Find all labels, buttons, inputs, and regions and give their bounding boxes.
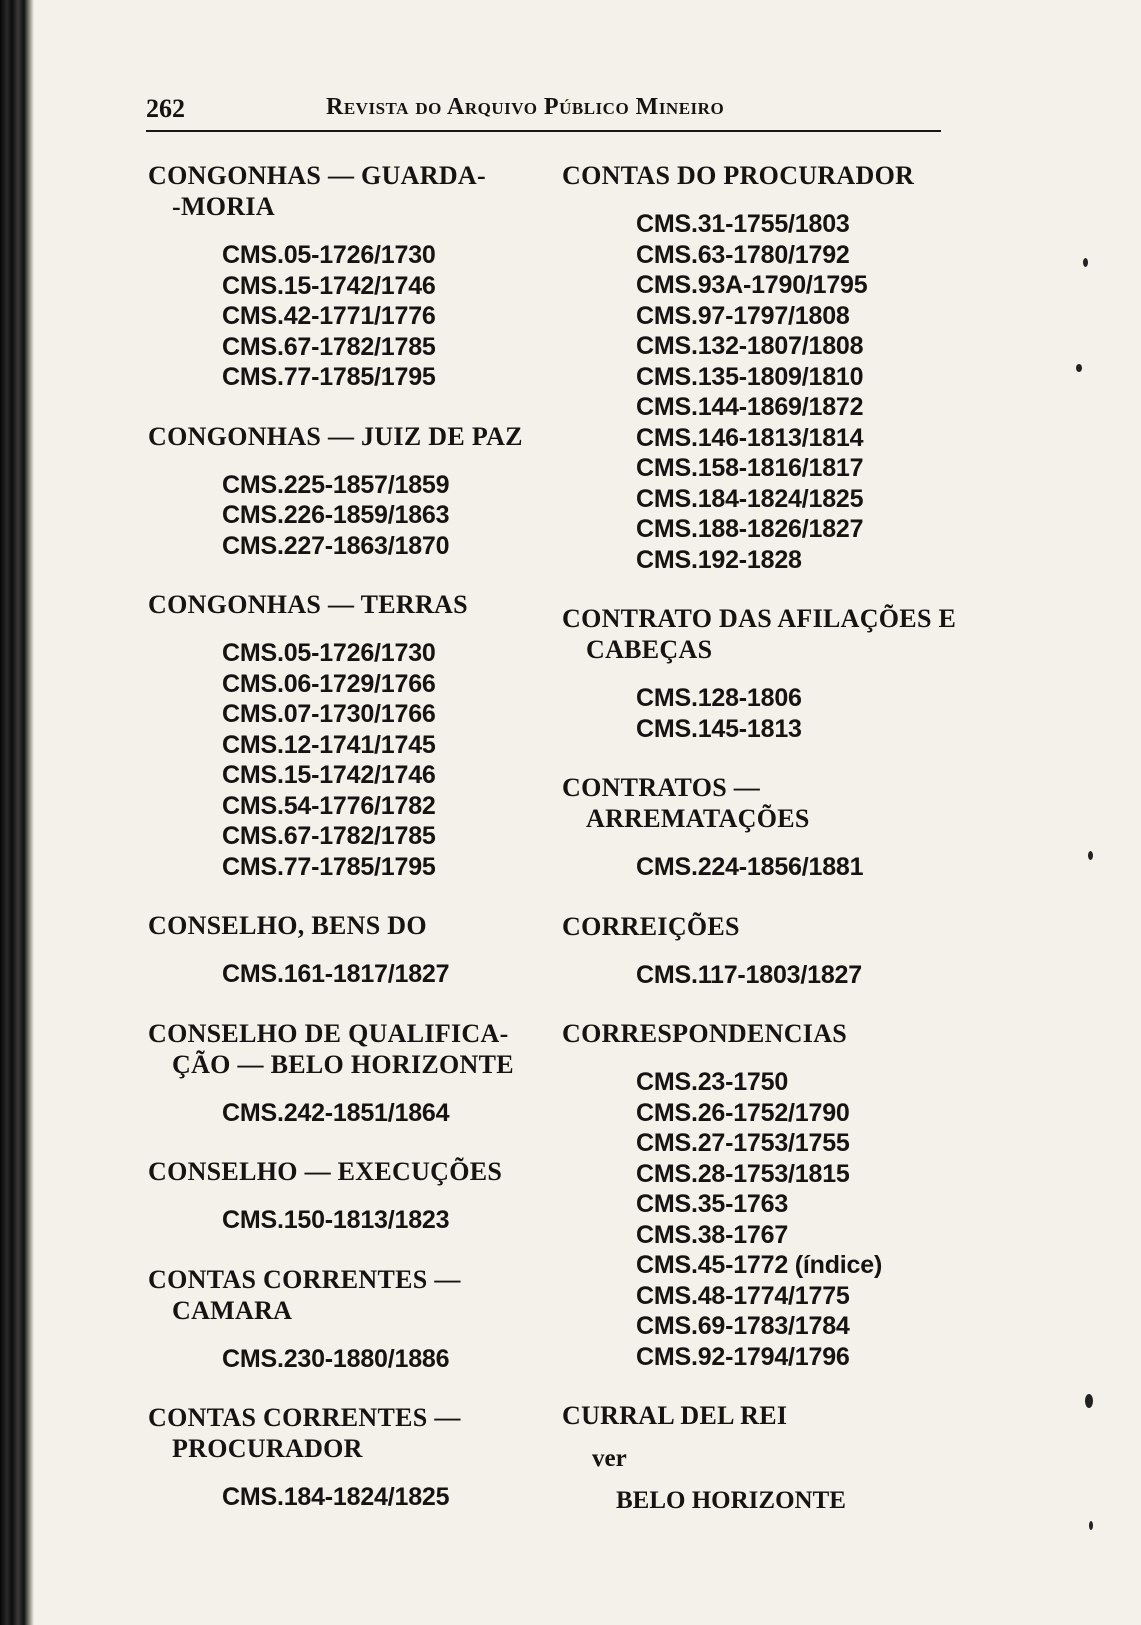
index-entry — [148, 421, 548, 562]
reference-code: CMS.184-1824/1825 — [222, 1483, 450, 1511]
reference-code: CMS.38-1767 — [636, 1220, 789, 1249]
heading-line: CABEÇAS — [586, 635, 713, 664]
reference-code: CMS.117-1803/1827 — [636, 960, 862, 989]
reference-code: CMS.63-1780/1792 — [636, 240, 850, 269]
reference-code: CMS.35-1763 — [636, 1190, 789, 1218]
entry-heading — [148, 1018, 548, 1080]
entry-gap — [562, 744, 957, 772]
right-column — [562, 160, 957, 1515]
heading-line: CONGONHAS — TERRAS — [148, 590, 468, 619]
reference-code: CMS.26-1752/1790 — [636, 1098, 850, 1127]
reference-code: CMS.227-1863/1870 — [222, 531, 450, 560]
reference-code: CMS.67-1782/1785 — [222, 332, 436, 361]
heading-line: CORREIÇÕES — [562, 911, 740, 941]
entry-gap — [562, 1372, 957, 1400]
reference-code: CMS.31-1755/1803 — [636, 210, 850, 238]
entry-gap — [148, 1374, 548, 1402]
reference-code: CMS.128-1806 — [636, 684, 802, 712]
reference-code: CMS.93A-1790/1795 — [636, 271, 868, 299]
heading-line: CONGONHAS — JUIZ DE PAZ — [148, 421, 523, 451]
heading-line: CONSELHO, BENS DO — [148, 911, 427, 940]
entry-gap — [148, 1236, 548, 1264]
heading-line: CONTAS DO PROCURADOR — [562, 161, 915, 190]
heading-line: PROCURADOR — [172, 1434, 363, 1463]
entry-gap — [148, 882, 548, 910]
reference-list — [148, 959, 548, 990]
reference-code: CMS.184-1824/1825 — [636, 484, 864, 513]
reference-code: CMS.132-1807/1808 — [636, 332, 864, 360]
reference-list — [562, 683, 957, 744]
page-header — [146, 92, 941, 132]
reference-code: CMS.23-1750 — [636, 1068, 789, 1096]
reference-code: CMS.07-1730/1766 — [222, 700, 436, 728]
reference-code: CMS.77-1785/1795 — [222, 363, 436, 391]
entry-heading — [148, 160, 548, 222]
reference-code: CMS.97-1797/1808 — [636, 301, 850, 330]
reference-code: CMS.27-1753/1755 — [636, 1129, 850, 1157]
entry-heading — [562, 1018, 957, 1049]
index-entry — [148, 1018, 548, 1129]
reference-code: CMS.146-1813/1814 — [636, 423, 864, 452]
see-target: BELO HORIZONTE — [616, 1487, 846, 1514]
left-column — [148, 160, 548, 1513]
entry-heading — [148, 421, 548, 452]
entry-heading — [148, 1156, 548, 1187]
reference-code: CMS.77-1785/1795 — [222, 852, 436, 881]
heading-line: ARREMATAÇÕES — [586, 804, 810, 833]
heading-line: CONSELHO — EXECUÇÕES — [148, 1157, 503, 1186]
index-entry — [562, 1018, 957, 1372]
reference-code: CMS.145-1813 — [636, 714, 802, 743]
index-entry — [562, 160, 957, 575]
reference-list — [148, 1482, 548, 1513]
reference-code: CMS.161-1817/1827 — [222, 960, 450, 988]
reference-code: CMS.226-1859/1863 — [222, 501, 450, 529]
reference-list — [562, 852, 957, 883]
entry-gap — [562, 883, 957, 911]
entry-gap — [148, 1128, 548, 1156]
index-entry — [148, 589, 548, 882]
book-spine-shadow — [0, 0, 34, 1625]
reference-code: CMS.67-1782/1785 — [222, 822, 436, 850]
reference-code: CMS.192-1828 — [636, 545, 802, 574]
reference-code: CMS.225-1857/1859 — [222, 470, 450, 499]
entry-heading — [562, 160, 957, 191]
reference-code: CMS.135-1809/1810 — [636, 362, 864, 391]
reference-code: CMS.45-1772 (índice) — [636, 1251, 883, 1279]
reference-list — [562, 1067, 957, 1372]
reference-code: CMS.242-1851/1864 — [222, 1098, 450, 1127]
reference-list — [562, 960, 957, 991]
heading-line: CONGONHAS — GUARDA- — [148, 161, 486, 190]
heading-line: CAMARA — [172, 1295, 293, 1325]
reference-code: CMS.230-1880/1886 — [222, 1344, 450, 1373]
reference-code: CMS.144-1869/1872 — [636, 393, 864, 421]
index-entry — [562, 603, 957, 744]
entry-heading — [148, 1264, 548, 1326]
index-entry — [148, 1402, 548, 1513]
entry-gap — [148, 561, 548, 589]
reference-code: CMS.224-1856/1881 — [636, 853, 864, 881]
heading-line: CONTAS CORRENTES — — [148, 1403, 461, 1432]
reference-list — [148, 240, 548, 393]
entry-heading — [148, 910, 548, 941]
page-number: 262 — [146, 94, 185, 123]
reference-code: CMS.158-1816/1817 — [636, 454, 864, 482]
heading-line: CONTAS CORRENTES — — [148, 1264, 461, 1294]
heading-line: CURRAL DEL REI — [562, 1401, 788, 1430]
index-entry — [148, 1264, 548, 1375]
see-label: ver — [592, 1445, 627, 1472]
heading-line: ÇÃO — BELO HORIZONTE — [172, 1049, 514, 1079]
scan-speck — [1076, 364, 1082, 372]
index-entry — [148, 1156, 548, 1236]
entry-heading — [562, 1400, 957, 1431]
reference-code: CMS.12-1741/1745 — [222, 730, 436, 759]
heading-line: CONSELHO DE QUALIFICA- — [148, 1018, 509, 1048]
heading-line: CONTRATO DAS AFILAÇÕES E — [562, 604, 957, 633]
scan-speck — [1083, 258, 1088, 267]
scan-speck — [1088, 851, 1093, 860]
entry-heading — [562, 603, 957, 665]
reference-code: CMS.06-1729/1766 — [222, 669, 436, 698]
reference-code: CMS.28-1753/1815 — [636, 1159, 850, 1188]
index-entry — [148, 160, 548, 393]
reference-code: CMS.15-1742/1746 — [222, 271, 436, 300]
reference-code: CMS.150-1813/1823 — [222, 1206, 450, 1234]
scan-speck — [1089, 1521, 1093, 1530]
reference-list — [148, 470, 548, 562]
reference-code: CMS.69-1783/1784 — [636, 1312, 850, 1340]
entry-gap — [562, 990, 957, 1018]
reference-code: CMS.48-1774/1775 — [636, 1281, 850, 1310]
entry-heading — [562, 911, 957, 942]
reference-code: CMS.05-1726/1730 — [222, 639, 436, 667]
reference-code: CMS.92-1794/1796 — [636, 1342, 850, 1371]
entry-gap — [148, 393, 548, 421]
index-entry — [562, 772, 957, 883]
heading-line: -MORIA — [172, 192, 275, 221]
index-entry — [148, 910, 548, 990]
entry-heading — [148, 589, 548, 620]
reference-list — [148, 1205, 548, 1236]
entry-heading — [148, 1402, 548, 1464]
entry-gap — [562, 575, 957, 603]
entry-heading — [562, 772, 957, 834]
reference-list — [562, 209, 957, 575]
reference-list — [148, 1098, 548, 1129]
reference-code: CMS.15-1742/1746 — [222, 761, 436, 789]
reference-code: CMS.05-1726/1730 — [222, 241, 436, 269]
reference-code: CMS.54-1776/1782 — [222, 791, 436, 820]
reference-list — [148, 1344, 548, 1375]
reference-code: CMS.42-1771/1776 — [222, 302, 436, 330]
index-entry — [562, 1400, 957, 1515]
heading-line: CORRESPONDENCIAS — [562, 1019, 848, 1048]
running-title: Revista do Arquivo Público Mineiro — [326, 94, 725, 120]
heading-line: CONTRATOS — — [562, 773, 761, 802]
reference-list — [148, 638, 548, 882]
scan-speck — [1085, 1394, 1093, 1408]
index-entry — [562, 911, 957, 991]
reference-code: CMS.188-1826/1827 — [636, 515, 864, 543]
entry-gap — [148, 990, 548, 1018]
